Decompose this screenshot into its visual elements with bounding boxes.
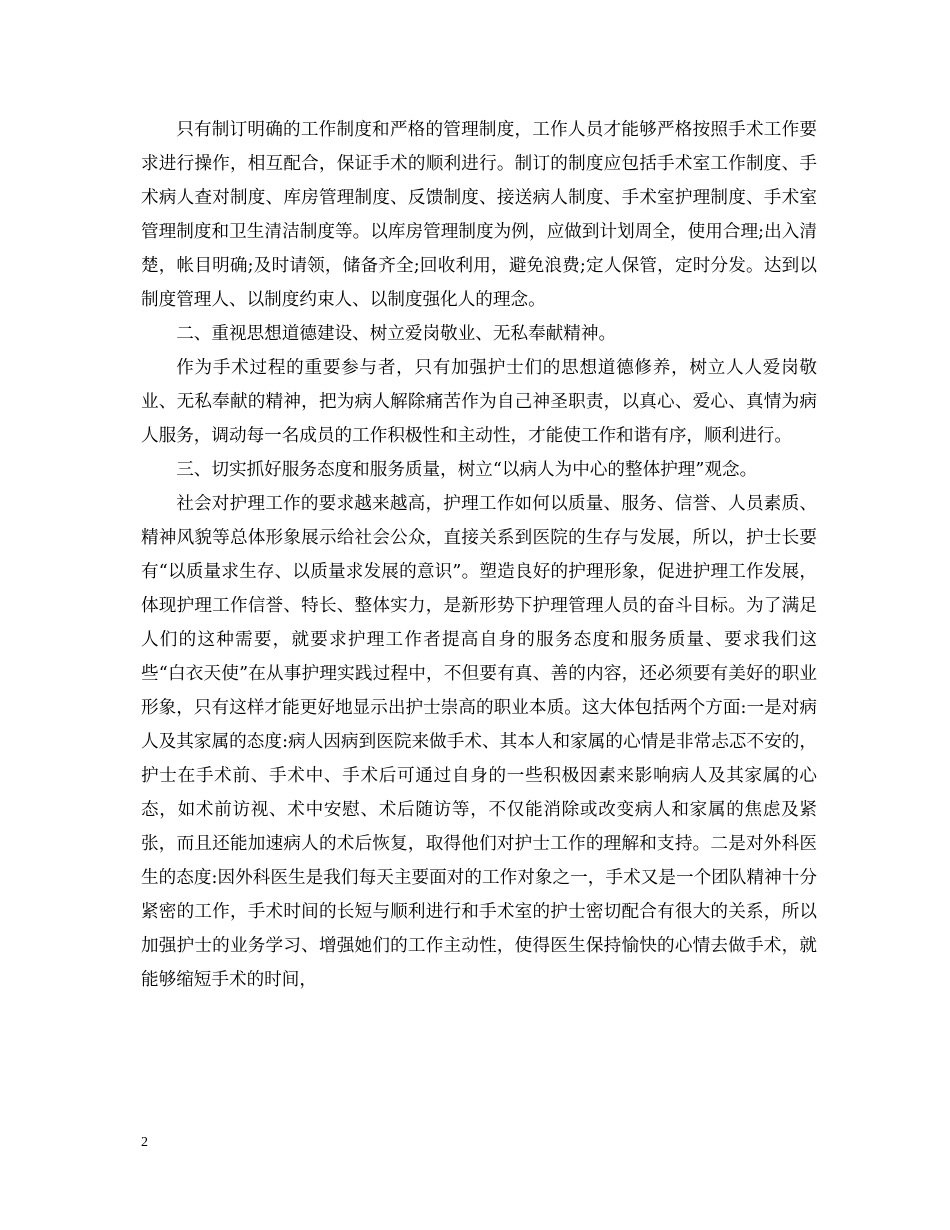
heading-section-two: 二、重视思想道德建设、树立爱岗敬业、无私奉献精神。 (176, 324, 617, 344)
heading-section-three: 三、切实抓好服务态度和服务质量，树立“以病人为中心的整体护理”观念。 (176, 460, 758, 480)
paragraph-moral-building: 作为手术过程的重要参与者，只有加强护士们的思想道德修养，树立人人爱岗敬业、无私奉献的精神，把为病人解除痛苦作为自己神圣职责，以真心、爱心、真情为病人服务，调动每一名成员的工作积极性和主动性，才能使工作和谐有序，顺利进行。 (141, 358, 817, 446)
paragraph-management-system: 只有制订明确的工作制度和严格的管理制度，工作人员才能够严格按照手术工作要求进行操作，相互配合，保证手术的顺利进行。制订的制度应包括手术室工作制度、手术病人查对制度、库房管理制度、反馈制度、接送病人制度、手术室护理制度、手术室管理制度和卫生清洁制度等。以库房管理制度为例，应做到计划周全，使用合理;出入清楚，帐目明确;及时请领，储备齐全;回收利用，避免浪费;定人保管，定时分发。达到以制度管理人、以制度约束人、以制度强化人的理念。 (141, 120, 817, 310)
document-body (141, 113, 817, 997)
page-number: 2 (141, 1135, 148, 1150)
paragraph-service-quality: 社会对护理工作的要求越来越高，护理工作如何以质量、服务、信誉、人员素质、精神风貌等总体形象展示给社会公众，直接关系到医院的生存与发展，所以，护士长要有“以质量求生存、以质量求发展的意识”。塑造良好的护理形象，促进护理工作发展，体现护理工作信誉、特长、整体实力，是新形势下护理管理人员的奋斗目标。为了满足人们的这种需要，就要求护理工作者提高自身的服务态度和服务质量、要求我们这些“白衣天使”在从事护理实践过程中，不但要有真、善的内容，还必须要有美好的职业形象，只有这样才能更好地显示出护士崇高的职业本质。这大体包括两个方面:一是对病人及其家属的态度:病人因病到医院来做手术、其本人和家属的心情是非常忐忑不安的，护士在手术前、手术中、手术后可通过自身的一些积极因素来影响病人及其家属的心态，如术前访视、术中安慰、术后随访等，不仅能消除或改变病人和家属的焦虑及紧张，而且还能加速病人的术后恢复，取得他们对护士工作的理解和支持。二是对外科医生的态度:因外科医生是我们每天主要面对的工作对象之一，手术又是一个团队精神十分紧密的工作，手术时间的长短与顺利进行和手术室的护士密切配合有很大的关系，所以加强护士的业务学习、增强她们的工作主动性，使得医生保持愉快的心情去做手术，就能够缩短手术的时间， (141, 494, 817, 990)
